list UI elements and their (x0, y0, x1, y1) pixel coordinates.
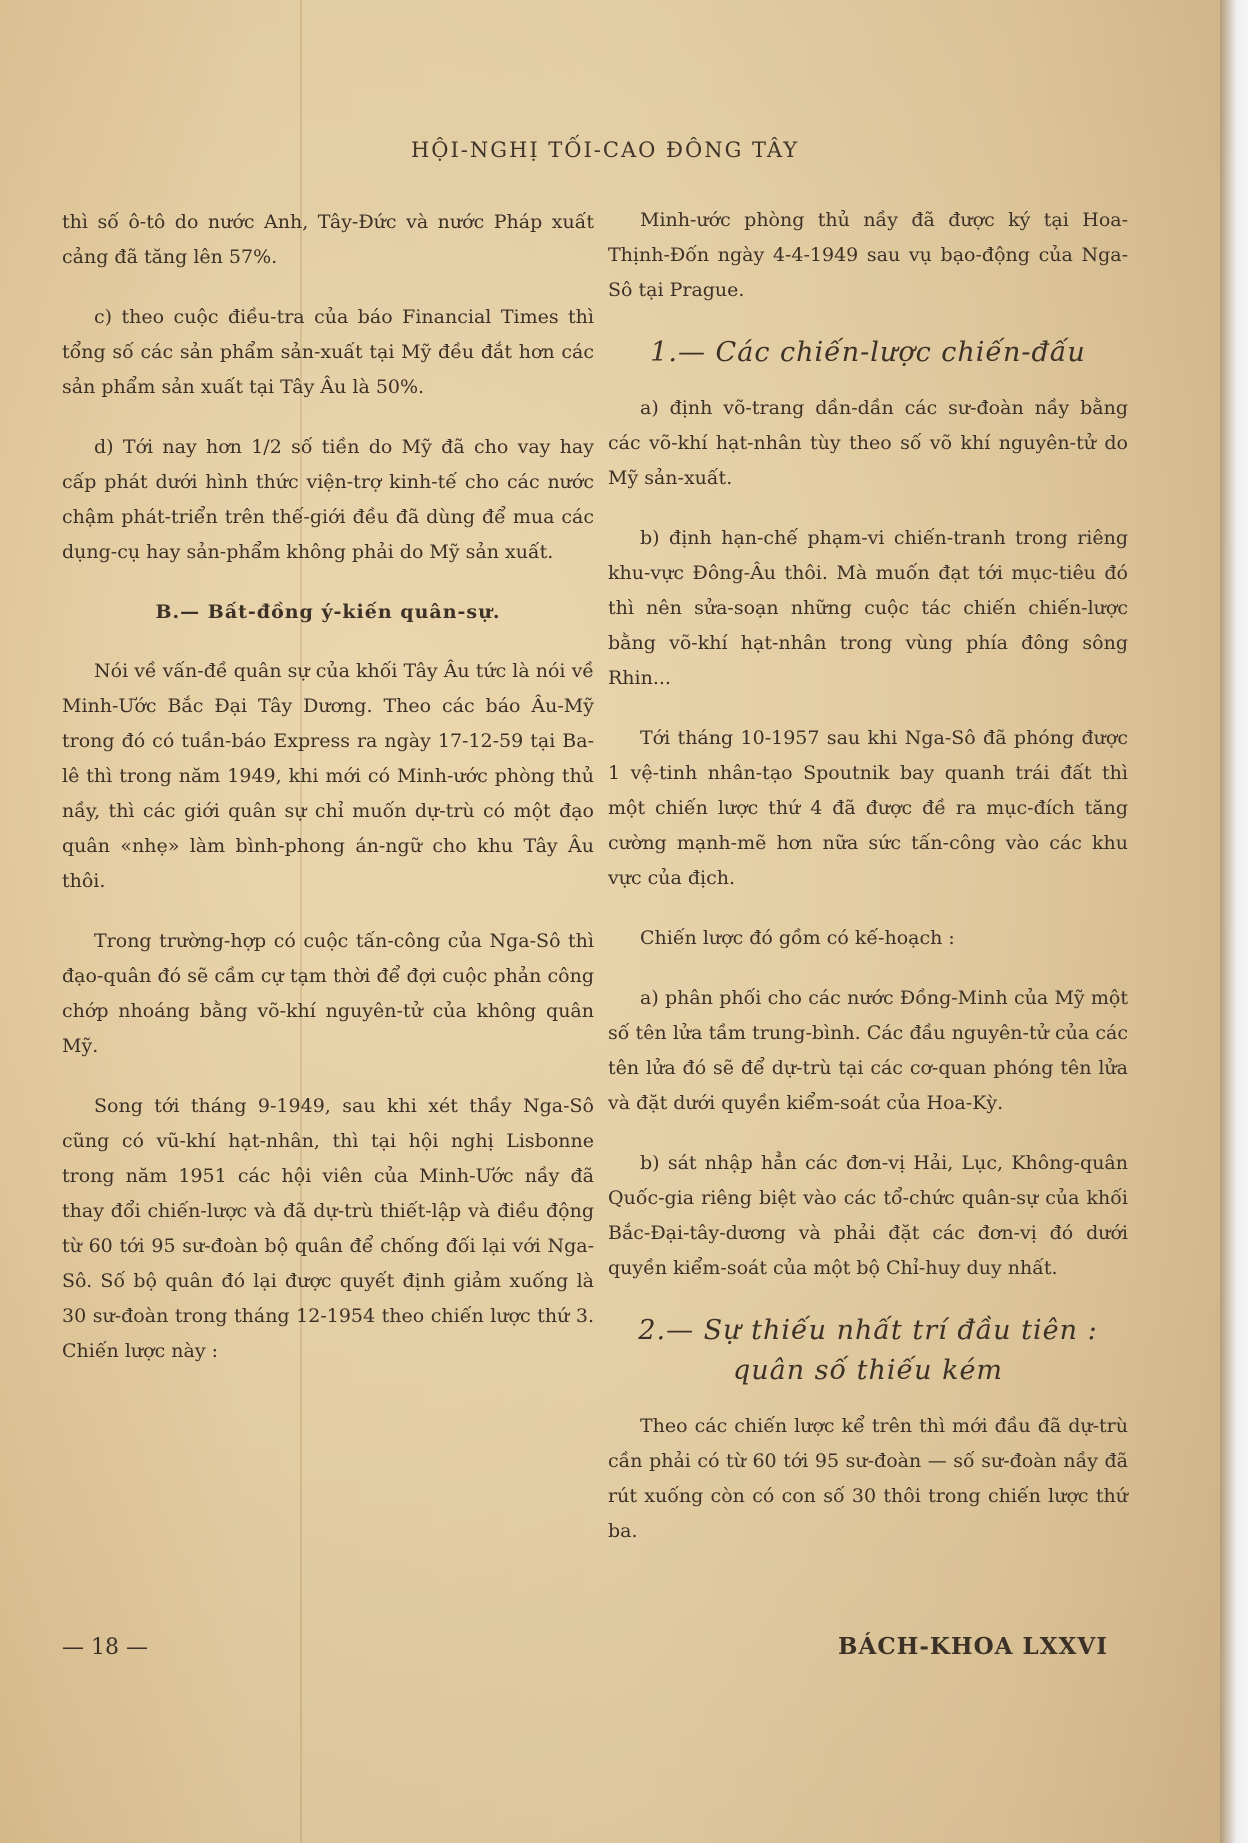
paragraph: a) định võ-trang dần-dần các sư-đoàn nầy bằng các võ-khí hạt-nhân tùy theo số võ khí nguyên-tử do Mỹ sản-xuất. (608, 397, 1128, 489)
paragraph: a) phân phối cho các nước Đồng-Minh của Mỹ một số tên lửa tầm trung-bình. Các đầu nguyên-tử của các tên lửa đó sẽ để dự-trù tại các cơ-quan phóng tên lửa và đặt dưới quyền kiểm-soát của Hoa-Kỳ. (608, 987, 1128, 1114)
paragraph: c) theo cuộc điều-tra của báo Financial Times thì tổng số các sản phẩm sản-xuất tại Mỹ đều đắt hơn các sản phẩm sản xuất tại Tây Âu là 50%. (62, 306, 594, 398)
paragraph: b) sát nhập hẳn các đơn-vị Hải, Lục, Không-quân Quốc-gia riêng biệt vào các tổ-chức quân-sự của khối Bắc-Đại-tây-dương và phải đặt các đơn-vị đó dưới quyền kiểm-soát của một bộ Chỉ-huy duy nhất. (608, 1152, 1128, 1279)
paragraph: b) định hạn-chế phạm-vi chiến-tranh trong riêng khu-vực Đông-Âu thôi. Mà muốn đạt tới mục-tiêu đó thì nên sửa-soạn những cuộc tác chiến chiến-lược bằng võ-khí hạt-nhân trong vùng phía đông sông Rhin... (608, 527, 1128, 689)
section-heading: 2.— Sự thiếu nhất trí đầu tiên : (638, 1315, 1098, 1346)
section-heading: 1.— Các chiến-lược chiến-đấu (650, 337, 1086, 368)
running-head: HỘI-NGHỊ TỐI-CAO ĐÔNG TÂY (410, 138, 800, 162)
paragraph: Nói về vấn-đề quân sự của khối Tây Âu tức là nói về Minh-Ước Bắc Đại Tây Dương. Theo các báo Âu-Mỹ trong đó có tuần-báo Express ra ngày 17-12-59 tại Ba-lê thì trong năm 1949, khi mới có Minh-ước phòng thủ nầy, thì các giới quân sự chỉ muốn dự-trù có một đạo quân «nhẹ» làm bình-phong án-ngữ cho khu Tây Âu thôi. (62, 660, 594, 892)
page-number: — 18 — (62, 1635, 148, 1660)
paragraph: Chiến lược đó gồm có kế-hoạch : (640, 927, 955, 949)
journal-name: BÁCH-KHOA LXXVI (838, 1633, 1108, 1660)
paragraph: Tới tháng 10-1957 sau khi Nga-Sô đã phóng được 1 vệ-tinh nhân-tạo Spoutnik bay quanh trái đất thì một chiến lược thứ 4 đã được đề ra mục-đích tăng cường mạnh-mẽ hơn nữa sức tấn-công vào các khu vực của địch. (608, 727, 1128, 889)
paragraph: Minh-ước phòng thủ nầy đã được ký tại Hoa-Thịnh-Đốn ngày 4-4-1949 sau vụ bạo-động của Nga-Sô tại Prague. (608, 209, 1128, 301)
paragraph: Song tới tháng 9-1949, sau khi xét thầy Nga-Sô cũng có vũ-khí hạt-nhân, thì tại hội nghị Lisbonne trong năm 1951 các hội viên của Minh-Ước nầy đã thay đổi chiến-lược và đã dự-trù thiết-lập và điều động từ 60 tới 95 sư-đoàn bộ quân để chống đối lại với Nga-Sô. Số bộ quân đó lại được quyết định giảm xuống là 30 sư-đoàn trong tháng 12-1954 theo chiến lược thứ 3. Chiến lược này : (62, 1095, 594, 1362)
paragraph: Theo các chiến lược kể trên thì mới đầu đã dự-trù cần phải có từ 60 tới 95 sư-đoàn — số sư-đoàn nầy đã rút xuống còn có con số 30 thôi trong chiến lược thứ ba. (608, 1415, 1128, 1542)
section-heading-continued: quân số thiếu kém (732, 1355, 1004, 1386)
left-column (62, 205, 594, 1394)
paragraph: d) Tới nay hơn 1/2 số tiền do Mỹ đã cho vay hay cấp phát dưới hình thức viện-trợ kinh-tế cho các nước chậm phát-triển trên thế-giới đều đã dùng để mua các dụng-cụ hay sản-phẩm không phải do Mỹ sản xuất. (62, 436, 594, 563)
paragraph: thì số ô-tô do nước Anh, Tây-Đức và nước Pháp xuất cảng đã tăng lên 57%. (62, 211, 594, 268)
section-heading: B.— Bất-đồng ý-kiến quân-sự. (155, 601, 501, 623)
page-edge (1220, 0, 1248, 1843)
paragraph: Trong trường-hợp có cuộc tấn-công của Nga-Sô thì đạo-quân đó sẽ cầm cự tạm thời để đợi cuộc phản công chớp nhoáng bằng võ-khí nguyên-tử của không quân Mỹ. (62, 930, 594, 1057)
right-column (608, 203, 1128, 1574)
